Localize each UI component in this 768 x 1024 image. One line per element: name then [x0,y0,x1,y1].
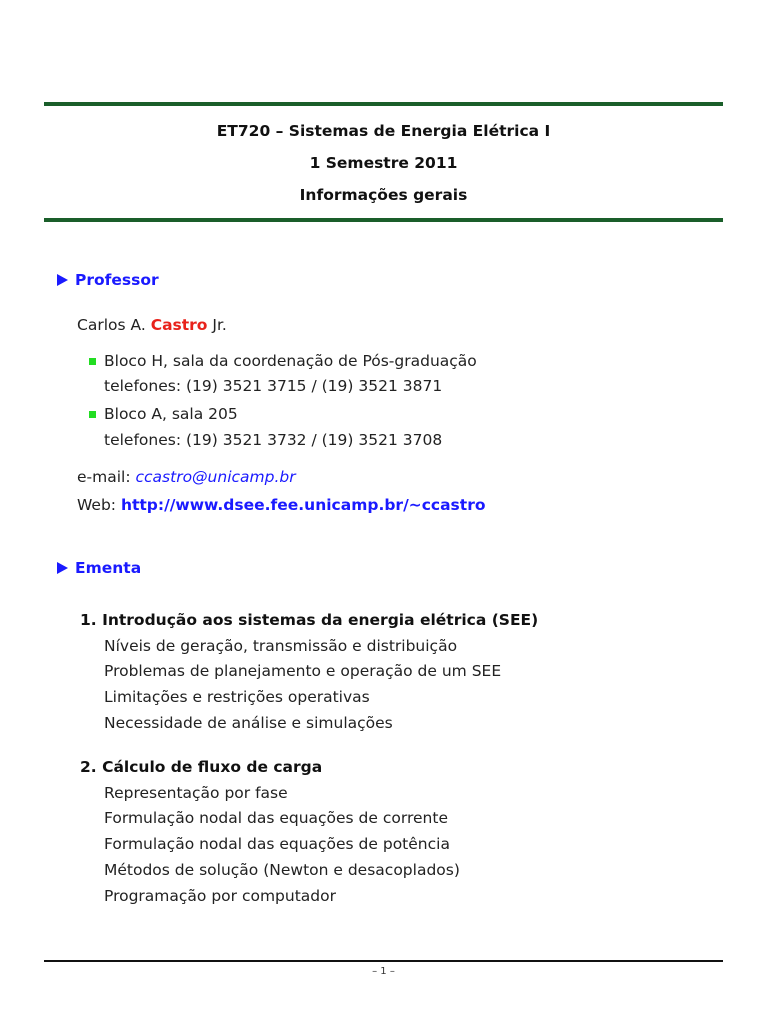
header-top-rule [44,102,723,106]
triangle-bullet-icon [57,274,68,286]
professor-last-name: Castro [150,316,208,334]
web-row [77,495,485,515]
section-ementa-label: Ementa [75,559,142,577]
triangle-bullet-icon [57,562,68,574]
email-row [77,467,296,487]
page-number: – 1 – [372,966,395,977]
section-professor-heading [57,270,159,290]
semester: 1 Semestre 2011 [309,154,458,172]
topic-item: Representação por fase [104,784,288,802]
course-title: ET720 – Sistemas de Energia Elétrica I [216,122,551,140]
office-phones: telefones: (19) 3521 3732 / (19) 3521 3708 [104,431,443,449]
topic-item: Formulação nodal das equações de potência [104,835,450,853]
office-phones: telefones: (19) 3521 3715 / (19) 3521 3871 [104,377,443,395]
document-subtitle: Informações gerais [299,186,468,204]
professor-first-name: Carlos A. [77,316,146,334]
square-bullet-icon [89,358,96,365]
topic-item: Programação por computador [104,887,336,905]
topic-item: Formulação nodal das equações de corrente [104,809,448,827]
topic-item: Limitações e restrições operativas [104,688,370,706]
professor-name-suffix: Jr. [212,316,227,334]
footer-rule [44,960,723,962]
topic-item: Problemas de planejamento e operação de um SEE [104,662,502,680]
square-bullet-icon [89,411,96,418]
web-link[interactable]: http://www.dsee.fee.unicamp.br/∼ccastro [120,496,486,514]
topic-item: Níveis de geração, transmissão e distribuição [104,637,458,655]
professor-name [77,315,227,335]
topic-title: 1. Introdução aos sistemas da energia elétrica (SEE) [80,611,539,629]
section-professor-label: Professor [75,271,159,289]
office-location: Bloco A, sala 205 [104,405,238,423]
section-ementa-heading [57,558,141,578]
header-bottom-rule [44,218,723,222]
topic-title: 2. Cálculo de fluxo de carga [80,758,323,776]
topic-item: Métodos de solução (Newton e desacoplados) [104,861,460,879]
document-header [44,118,723,214]
email-label: e-mail: [77,468,131,486]
web-label: Web: [77,496,117,514]
topic-item: Necessidade de análise e simulações [104,714,393,732]
email-link[interactable]: ccastro@unicamp.br [135,468,296,486]
office-location: Bloco H, sala da coordenação de Pós-graduação [104,352,477,370]
